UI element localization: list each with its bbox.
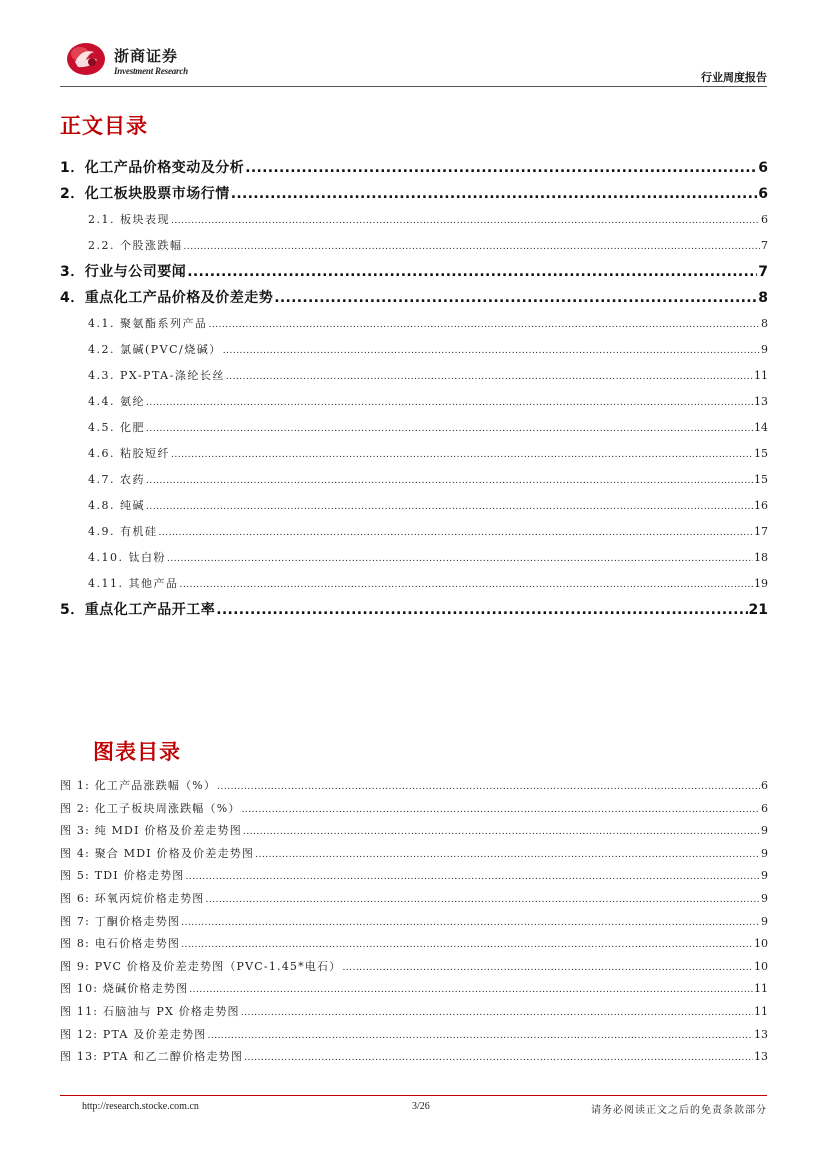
toc-section-entry-label: 4.10. 钛白粉 <box>88 551 166 564</box>
toc-section-entry-label: 4.6. 粘胶短纤 <box>88 447 170 460</box>
figure-list-entry-label: 图 2: 化工子板块周涨跌幅（%） <box>60 801 241 815</box>
toc-section-entry-label: 4.1. 聚氨酯系列产品 <box>88 317 208 330</box>
dot-leader <box>216 597 747 623</box>
figure-list-entry-page-number: 10 <box>754 959 768 973</box>
dot-leader <box>255 844 760 867</box>
toc-section-entry-page-number: 8 <box>761 317 768 330</box>
toc-section-entry-label: 4.5. 化肥 <box>88 421 145 434</box>
figure-list-heading: 图表目录 <box>93 740 181 764</box>
toc-section-entry-page-number: 17 <box>754 525 768 538</box>
figure-list-entry-label: 图 7: 丁酮价格走势图 <box>60 914 181 928</box>
toc-heading: 正文目录 <box>60 114 148 138</box>
dot-leader <box>206 889 761 912</box>
dot-leader <box>209 312 761 338</box>
figure-list-entry-label: 图 6: 环氧丙烷价格走势图 <box>60 891 205 905</box>
toc-chapter-entry-page-number: 7 <box>758 264 768 280</box>
toc-section-entry-label: 4.11. 其他产品 <box>88 577 179 590</box>
dot-leader <box>184 234 761 260</box>
dot-leader <box>146 416 753 442</box>
figure-list-entry[interactable] <box>60 1001 768 1024</box>
toc-chapter-entry-page-number: 6 <box>758 186 768 202</box>
footer-page-number: 3/26 <box>412 1101 430 1112</box>
toc-chapter-entry-page-number: 8 <box>758 290 768 306</box>
toc-section-entry[interactable] <box>60 467 768 493</box>
brand-name-en: Investment Research <box>114 66 188 76</box>
toc-section-entry[interactable] <box>60 519 768 545</box>
toc-section-entry-label: 4.7. 农药 <box>88 473 145 486</box>
figure-list-entry-page-number: 11 <box>754 982 768 996</box>
toc-section-entry-page-number: 16 <box>754 499 768 512</box>
toc-chapter-entry-page-number: 6 <box>758 160 768 176</box>
figure-list-entry[interactable] <box>60 1024 768 1047</box>
footer-url-link[interactable]: http://research.stocke.com.cn <box>82 1101 199 1112</box>
toc-chapter-entry[interactable] <box>60 259 768 285</box>
toc-section-entry-page-number: 19 <box>754 577 768 590</box>
toc-chapter-entry-label: 5．重点化工产品开工率 <box>60 602 216 618</box>
toc-section-entry[interactable] <box>60 337 768 363</box>
figure-list-entry-label: 图 10: 烧碱价格走势图 <box>60 982 189 996</box>
figure-list-entry[interactable] <box>60 956 768 979</box>
toc-section-entry-page-number: 15 <box>754 473 768 486</box>
figure-list-entry-label: 图 8: 电石价格走势图 <box>60 937 181 951</box>
toc-section-entry-label: 4.9. 有机硅 <box>88 525 158 538</box>
toc-section-entry[interactable] <box>60 363 768 389</box>
dot-leader <box>186 866 761 889</box>
footer-divider <box>60 1095 767 1096</box>
dot-leader <box>207 1025 753 1048</box>
toc-section-entry[interactable] <box>60 415 768 441</box>
toc-section-entry[interactable] <box>60 493 768 519</box>
page-header <box>0 0 827 90</box>
table-of-contents <box>60 155 768 623</box>
dot-leader <box>245 155 757 181</box>
dot-leader <box>171 208 760 234</box>
toc-chapter-entry-label: 1．化工产品价格变动及分析 <box>60 160 245 176</box>
figure-list-entry-page-number: 11 <box>754 1004 768 1018</box>
dot-leader <box>180 572 754 598</box>
figure-list-entry-page-number: 9 <box>761 914 768 928</box>
toc-section-entry[interactable] <box>60 233 768 259</box>
dot-leader <box>159 520 754 546</box>
toc-chapter-entry[interactable] <box>60 597 768 623</box>
dot-leader <box>217 776 760 799</box>
toc-chapter-entry-label: 2．化工板块股票市场行情 <box>60 186 230 202</box>
toc-section-entry[interactable] <box>60 441 768 467</box>
toc-section-entry-page-number: 6 <box>761 213 768 226</box>
figure-list-entry-page-number: 9 <box>761 846 768 860</box>
toc-chapter-entry-page-number: 21 <box>748 602 768 618</box>
toc-section-entry[interactable] <box>60 311 768 337</box>
toc-section-entry-page-number: 14 <box>754 421 768 434</box>
toc-section-entry-label: 4.3. PX-PTA-涤纶长丝 <box>88 369 225 382</box>
footer-disclaimer: 请务必阅读正文之后的免责条款部分 <box>591 1105 767 1116</box>
toc-section-entry-label: 2.2. 个股涨跌幅 <box>88 239 183 252</box>
dot-leader <box>181 912 760 935</box>
dot-leader <box>244 1047 753 1070</box>
figure-list-entry-page-number: 10 <box>754 937 768 951</box>
figure-list-entry[interactable] <box>60 843 768 866</box>
figure-list-entry[interactable] <box>60 820 768 843</box>
dot-leader <box>187 259 757 285</box>
zheshang-logo-icon <box>66 40 106 76</box>
brand-name-cn: 浙商证券 <box>114 47 179 65</box>
figure-list-entry[interactable] <box>60 1046 768 1069</box>
figure-list-entry-page-number: 9 <box>761 869 768 883</box>
toc-section-entry-page-number: 11 <box>754 369 768 382</box>
toc-section-entry-page-number: 7 <box>761 239 768 252</box>
toc-section-entry-page-number: 18 <box>754 551 768 564</box>
dot-leader <box>223 338 760 364</box>
toc-section-entry[interactable] <box>60 545 768 571</box>
dot-leader <box>167 546 753 572</box>
dot-leader <box>242 799 760 822</box>
figure-list-entry-page-number: 9 <box>761 891 768 905</box>
figure-list-entry-page-number: 6 <box>761 801 768 815</box>
dot-leader <box>146 390 753 416</box>
figure-list-entry-label: 图 1: 化工产品涨跌幅（%） <box>60 779 217 792</box>
figure-list-entry[interactable] <box>60 865 768 888</box>
dot-leader <box>342 957 753 980</box>
dot-leader <box>231 181 758 207</box>
toc-section-entry[interactable] <box>60 571 768 597</box>
toc-chapter-entry[interactable] <box>60 155 768 181</box>
figure-list-entry-label: 图 12: PTA 及价差走势图 <box>60 1027 207 1041</box>
toc-section-entry-page-number: 9 <box>761 343 768 356</box>
toc-section-entry-label: 4.4. 氨纶 <box>88 395 145 408</box>
figure-list-entry[interactable] <box>60 798 768 821</box>
header-divider <box>60 86 767 87</box>
toc-section-entry[interactable] <box>60 207 768 233</box>
figure-list-entry[interactable] <box>60 775 768 798</box>
figure-list-entry-label: 图 13: PTA 和乙二醇价格走势图 <box>60 1050 244 1064</box>
toc-section-entry-page-number: 15 <box>754 447 768 460</box>
figure-list <box>60 775 768 1069</box>
toc-section-entry[interactable] <box>60 389 768 415</box>
dot-leader <box>171 442 753 468</box>
figure-list-entry[interactable] <box>60 911 768 934</box>
figure-list-entry-page-number: 13 <box>754 1027 768 1041</box>
figure-list-entry-label: 图 4: 聚合 MDI 价格及价差走势图 <box>60 846 255 860</box>
dot-leader <box>146 494 753 520</box>
figure-list-entry-page-number: 6 <box>761 779 768 792</box>
toc-chapter-entry-label: 4．重点化工产品价格及价差走势 <box>60 290 274 306</box>
toc-chapter-entry[interactable] <box>60 285 768 311</box>
dot-leader <box>146 468 753 494</box>
figure-list-entry[interactable] <box>60 888 768 911</box>
figure-list-entry-page-number: 9 <box>761 824 768 838</box>
report-type-label: 行业周度报告 <box>701 71 767 84</box>
dot-leader <box>181 934 753 957</box>
figure-list-entry-label: 图 9: PVC 价格及价差走势图（PVC-1.45*电石） <box>60 959 342 973</box>
dot-leader <box>226 364 753 390</box>
toc-section-entry-label: 2.1. 板块表现 <box>88 213 170 226</box>
dot-leader <box>241 1002 753 1025</box>
figure-list-entry[interactable] <box>60 933 768 956</box>
dot-leader <box>243 821 760 844</box>
toc-chapter-entry[interactable] <box>60 181 768 207</box>
dot-leader <box>274 285 757 311</box>
figure-list-entry-page-number: 13 <box>754 1050 768 1064</box>
figure-list-entry[interactable] <box>60 978 768 1001</box>
figure-list-entry-label: 图 11: 石脑油与 PX 价格走势图 <box>60 1004 240 1018</box>
toc-section-entry-page-number: 13 <box>754 395 768 408</box>
toc-section-entry-label: 4.8. 纯碱 <box>88 499 145 512</box>
toc-section-entry-label: 4.2. 氯碱(PVC/烧碱） <box>88 343 222 356</box>
figure-list-entry-label: 图 5: TDI 价格走势图 <box>60 869 185 883</box>
figure-list-entry-label: 图 3: 纯 MDI 价格及价差走势图 <box>60 824 242 838</box>
toc-chapter-entry-label: 3．行业与公司要闻 <box>60 264 187 280</box>
dot-leader <box>189 979 753 1002</box>
